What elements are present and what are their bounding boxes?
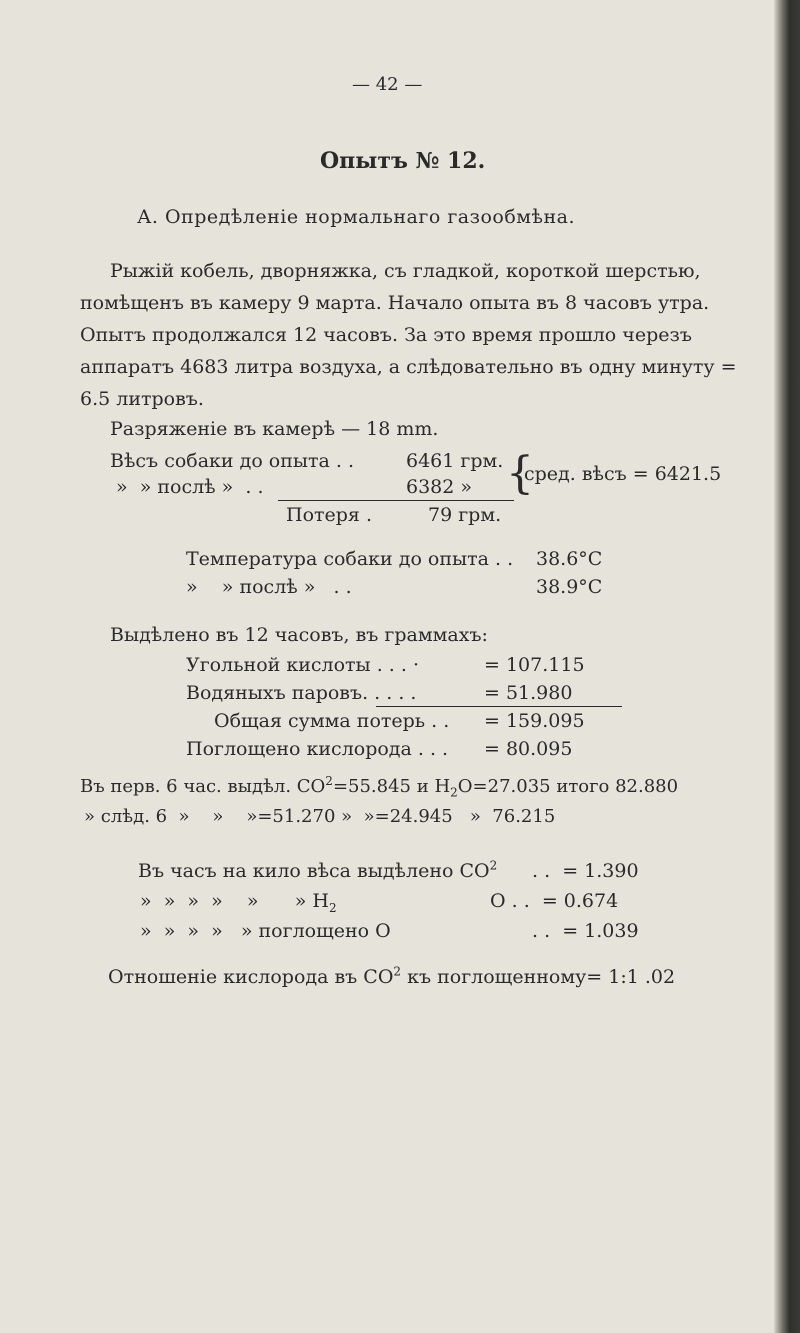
excreted-value: = 80.095 — [484, 738, 573, 760]
excreted-title: Выдѣлено въ 12 часовъ, въ граммахъ: — [110, 624, 488, 646]
ratio-line: Отношеніе кислорода въ $СО^2$ къ поглощенному= 1:1 .02 — [108, 964, 676, 988]
intro-line: 6.5 литровъ. — [80, 388, 204, 410]
weight-rule — [278, 500, 514, 501]
temp-after-label: » » послѣ » . . — [186, 576, 352, 598]
weight-before-value: 6461 грм. — [406, 450, 504, 472]
section-heading: А. Опредѣленіе нормальнаго газообмѣна. — [137, 206, 576, 228]
page-number: — 42 — — [352, 74, 423, 95]
excreted-label: Водяныхъ паровъ. . . . . — [186, 682, 417, 704]
temp-before-value: 38.6°С — [536, 548, 603, 570]
per-hour-value: . . = 1.039 — [532, 920, 639, 942]
excreted-value: = 107.115 — [484, 654, 585, 676]
weight-before-label: Вѣсъ собаки до опыта . . — [110, 450, 355, 472]
temp-after-value: 38.9°С — [536, 576, 603, 598]
excreted-value: = 159.095 — [484, 710, 585, 732]
weight-after-label: » » послѣ » . . — [116, 476, 264, 498]
per-hour-label: » » » » » » $H_2$ — [140, 890, 337, 915]
page-edge-shadow — [774, 0, 800, 1333]
second-half-line: » слѣд. 6 » » »=51.270 » »=24.945 » 76.215 — [84, 806, 556, 827]
intro-line: аппаратъ 4683 литра воздуха, а слѣдовательно въ одну минуту = — [80, 356, 737, 378]
excreted-label: Поглощено кислорода . . . — [186, 738, 449, 760]
excreted-value: = 51.980 — [484, 682, 573, 704]
temp-before-label: Температура собаки до опыта . . — [186, 548, 514, 570]
intro-line: Рыжій кобель, дворняжка, съ гладкой, короткой шерстью, — [110, 260, 701, 282]
weight-brace: { — [506, 448, 534, 499]
pressure-line: Разряженіе въ камерѣ — 18 mm. — [110, 418, 439, 440]
excreted-label: Угольной кислоты . . . · — [186, 654, 419, 676]
first-half-line: Въ перв. 6 час. выдѣл. $СО^2=55.845$ и $H_2O=27.035$ итого 82.880 — [80, 774, 679, 800]
per-hour-value: . . = 1.390 — [532, 860, 639, 882]
intro-line: Опытъ продолжался 12 часовъ. За это время прошло черезъ — [80, 324, 692, 346]
weight-mean: сред. вѣсъ = 6421.5 — [524, 463, 722, 485]
weight-after-value: 6382 » — [406, 476, 473, 498]
per-hour-label: » » » » » поглощено О — [140, 920, 391, 942]
per-hour-label: Въ часъ на кило вѣса выдѣлено $СО^2$ — [138, 858, 498, 882]
per-hour-value: O . . = 0.674 — [490, 890, 619, 912]
excreted-label: Общая сумма потерь . . — [214, 710, 450, 732]
intro-line: помѣщенъ въ камеру 9 марта. Начало опыта въ 8 часовъ утра. — [80, 292, 710, 314]
weight-loss-label: Потеря . — [286, 504, 372, 526]
page-title: Опытъ № 12. — [320, 148, 486, 174]
excreted-rule — [376, 706, 622, 707]
weight-loss-value: 79 грм. — [428, 504, 502, 526]
